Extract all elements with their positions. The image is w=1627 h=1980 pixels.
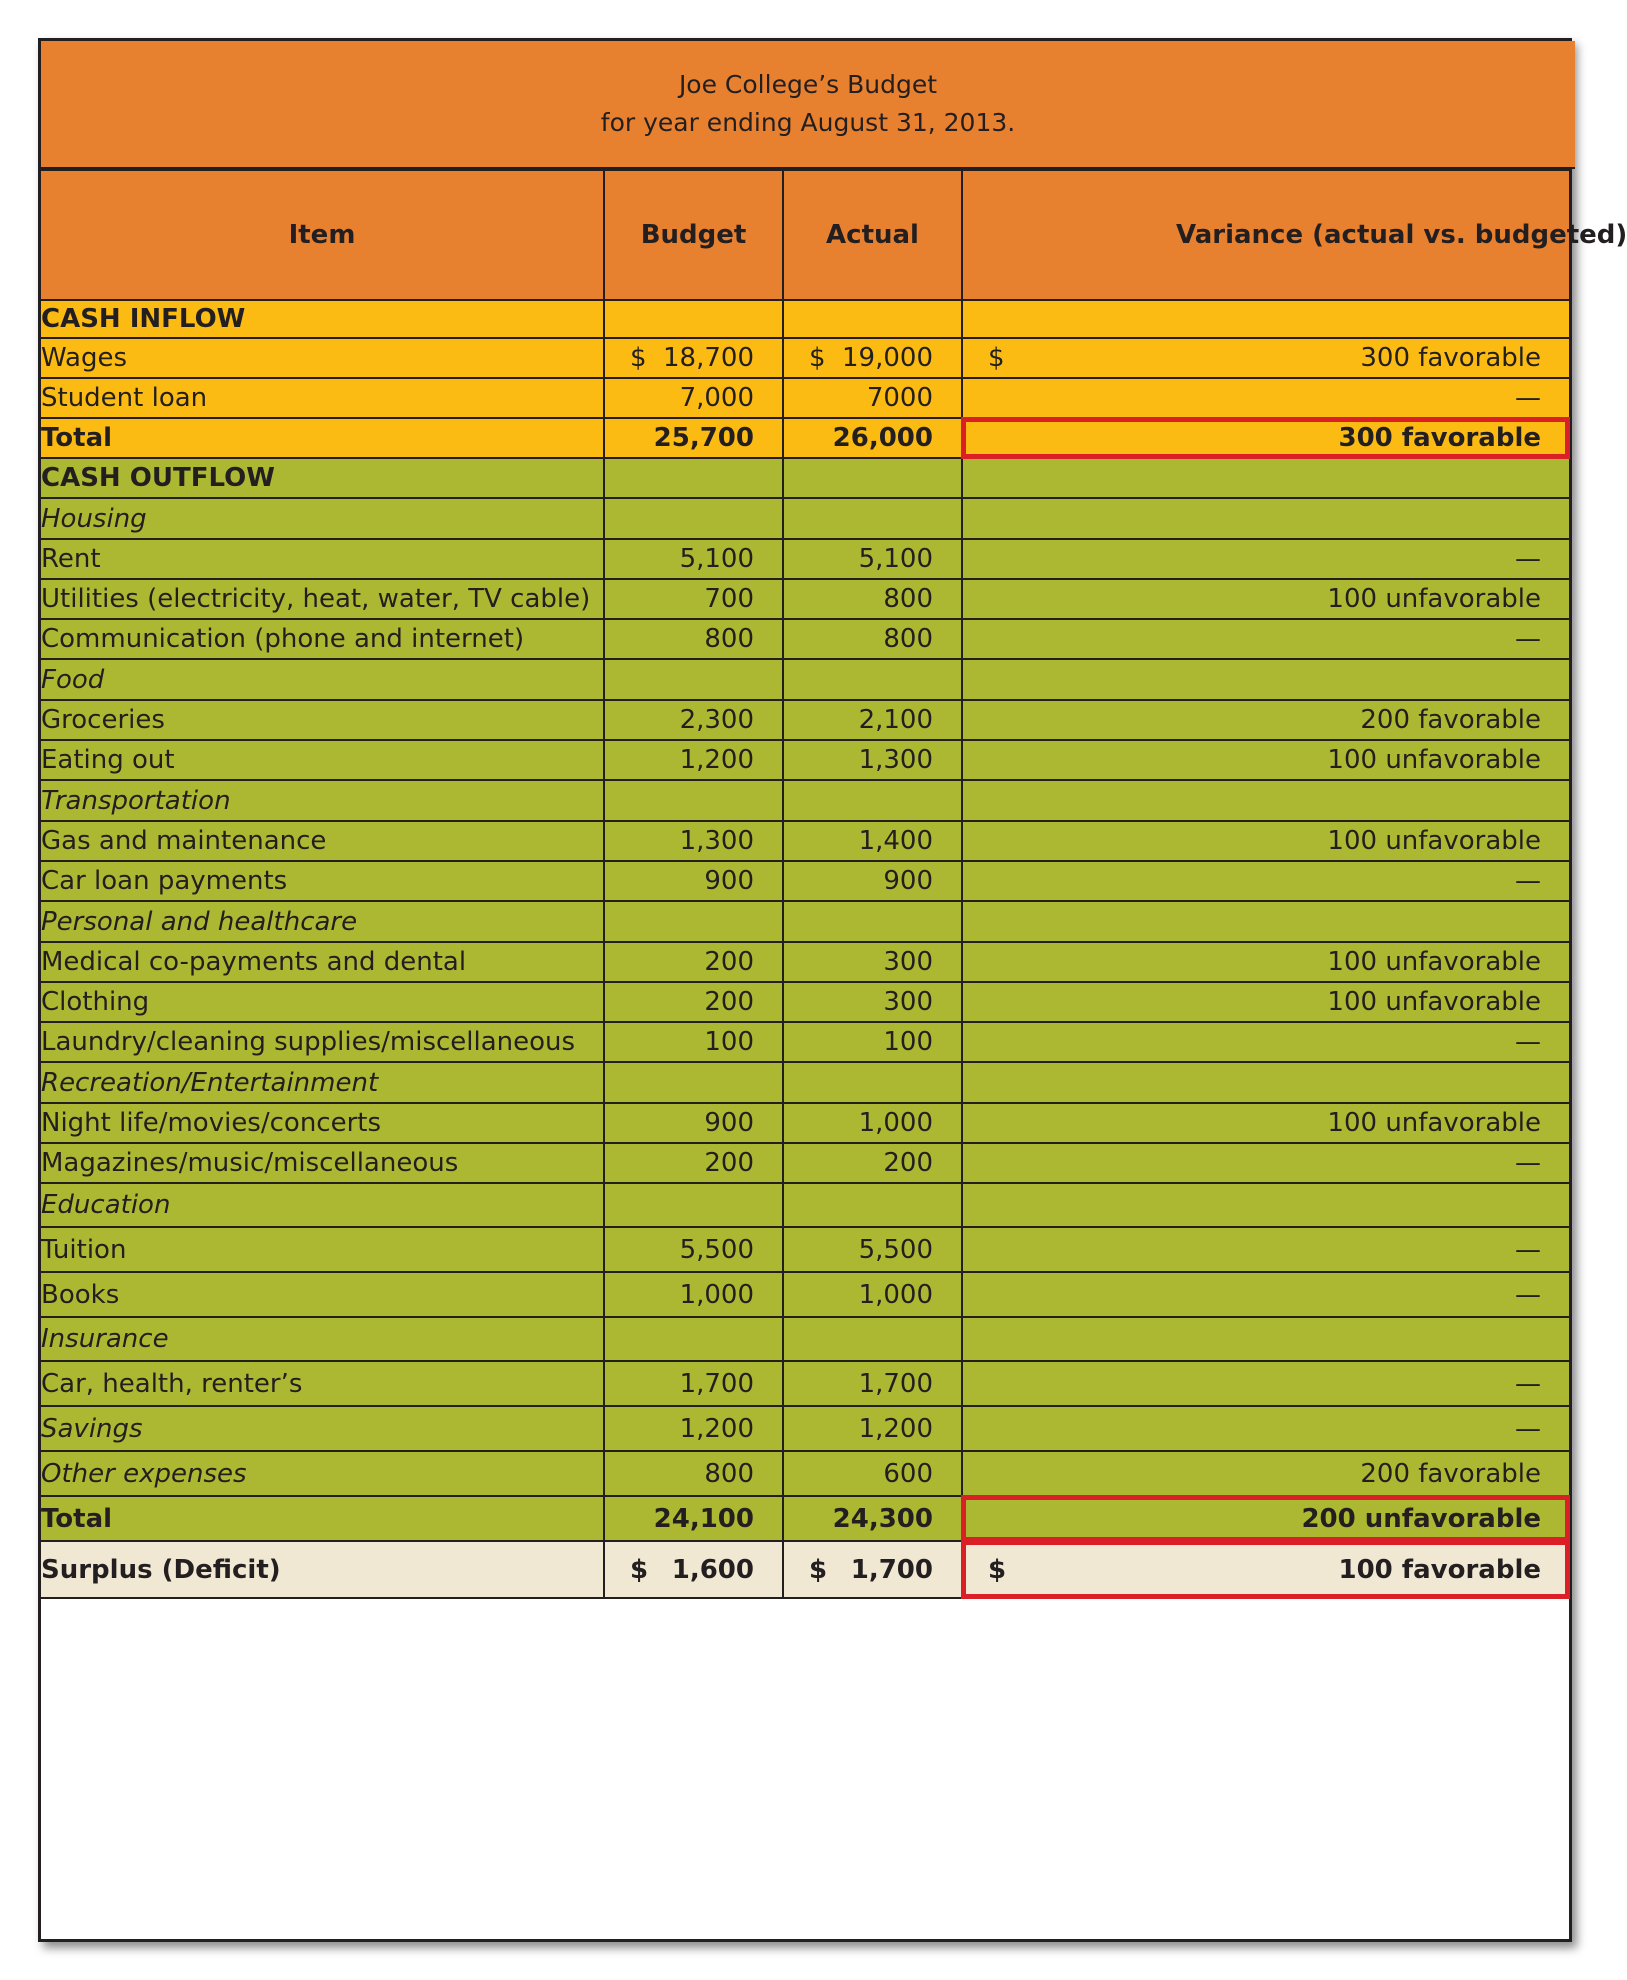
section-label-text: Recreation/Entertainment bbox=[41, 1067, 379, 1098]
budget-cell-text: 7,000 bbox=[679, 383, 754, 413]
budget-cell bbox=[604, 1496, 783, 1541]
item-label-text: Utilities (electricity, heat, water, TV cable) bbox=[41, 584, 591, 614]
category-row bbox=[41, 1062, 1569, 1103]
budget-cell bbox=[604, 619, 783, 659]
outflow-row bbox=[41, 700, 1569, 740]
outflow-row bbox=[41, 1272, 1569, 1317]
header-variance bbox=[962, 170, 1627, 300]
budget-cell bbox=[604, 378, 783, 418]
surplus-row bbox=[41, 1541, 1569, 1598]
actual-cell bbox=[783, 619, 962, 659]
item-label-text: Total bbox=[41, 423, 113, 453]
item-label bbox=[41, 861, 604, 901]
item-label bbox=[41, 821, 604, 861]
header-row bbox=[41, 170, 1569, 300]
item-label-text: Total bbox=[41, 1503, 113, 1534]
variance-cell bbox=[962, 539, 1569, 579]
header-item: Item bbox=[41, 170, 604, 300]
variance-cell bbox=[962, 1103, 1569, 1143]
budget-cell bbox=[604, 338, 783, 378]
outflow-row bbox=[41, 861, 1569, 901]
actual-cell-text: 100 bbox=[883, 1027, 933, 1057]
item-label-text: Surplus (Deficit) bbox=[41, 1554, 281, 1585]
outflow-row bbox=[41, 1103, 1569, 1143]
inflow-row bbox=[41, 378, 1569, 418]
section-label-text: Education bbox=[41, 1190, 171, 1220]
variance-cell bbox=[962, 619, 1569, 659]
budget-cell-text: 25,700 bbox=[653, 423, 754, 453]
actual-cell bbox=[783, 861, 962, 901]
actual-cell bbox=[783, 740, 962, 780]
variance-cell bbox=[962, 1451, 1569, 1496]
variance-cell-text: 100 unfavorable bbox=[1327, 745, 1541, 775]
variance-cell-text: — bbox=[1515, 1148, 1541, 1178]
variance-cell-text: — bbox=[1515, 1234, 1541, 1265]
budget-table bbox=[41, 169, 1627, 1599]
title-line-1: Joe College’s Budget bbox=[678, 70, 938, 99]
outflow-row bbox=[41, 1361, 1569, 1406]
budget-table-frame bbox=[38, 38, 1627, 1942]
variance-cell-text: — bbox=[1515, 1413, 1541, 1444]
variance-cell bbox=[962, 821, 1569, 861]
item-label bbox=[41, 378, 604, 418]
budget-cell bbox=[604, 700, 783, 740]
item-label bbox=[41, 1451, 604, 1496]
actual-cell bbox=[783, 1361, 962, 1406]
budget-cell-text: 1,200 bbox=[679, 1413, 754, 1444]
section-label bbox=[41, 1183, 604, 1227]
category-row bbox=[41, 1183, 1569, 1227]
empty-cell bbox=[604, 458, 783, 498]
section-label bbox=[41, 300, 604, 338]
budget-cell-text: 18,700 bbox=[663, 343, 754, 373]
variance-cell-text: 200 favorable bbox=[1360, 705, 1541, 735]
inflow-section-row bbox=[41, 300, 1569, 338]
budget-cell bbox=[604, 539, 783, 579]
variance-cell bbox=[962, 418, 1569, 458]
actual-cell-text: 7000 bbox=[866, 383, 933, 413]
section-label-text: Housing bbox=[41, 503, 147, 534]
section-label-text: CASH INFLOW bbox=[41, 304, 246, 334]
budget-cell bbox=[604, 1227, 783, 1272]
section-label-text: Food bbox=[41, 664, 105, 695]
section-label bbox=[41, 901, 604, 942]
budget-cell bbox=[604, 1272, 783, 1317]
variance-cell bbox=[962, 982, 1569, 1022]
outflow-row bbox=[41, 942, 1569, 982]
item-label-text: Car, health, renter’s bbox=[41, 1368, 303, 1399]
inflow-total-row bbox=[41, 418, 1569, 458]
variance-cell-text: — bbox=[1515, 1279, 1541, 1310]
empty-cell bbox=[604, 1062, 783, 1103]
budget-cell bbox=[604, 418, 783, 458]
item-label bbox=[41, 1406, 604, 1451]
actual-cell-text: 1,200 bbox=[858, 1413, 933, 1444]
item-label-text: Wages bbox=[41, 343, 128, 373]
category-row bbox=[41, 780, 1569, 821]
budget-cell-text: 1,700 bbox=[679, 1368, 754, 1399]
budget-cell bbox=[604, 1541, 783, 1598]
budget-cell bbox=[604, 1022, 783, 1062]
item-label-text: Student loan bbox=[41, 383, 208, 413]
actual-cell-text: 900 bbox=[883, 866, 933, 896]
budget-cell-text: 200 bbox=[704, 1148, 754, 1178]
category-row bbox=[41, 901, 1569, 942]
empty-cell bbox=[604, 901, 783, 942]
item-label-text: Eating out bbox=[41, 745, 175, 775]
actual-cell bbox=[783, 338, 962, 378]
budget-cell-text: 900 bbox=[704, 1108, 754, 1138]
item-label-text: Rent bbox=[41, 544, 101, 574]
variance-cell-text: — bbox=[1515, 1027, 1541, 1057]
empty-cell bbox=[604, 300, 783, 338]
empty-cell bbox=[783, 498, 962, 539]
item-label bbox=[41, 1022, 604, 1062]
actual-cell bbox=[783, 942, 962, 982]
section-label-text: Transportation bbox=[41, 785, 231, 816]
empty-cell bbox=[604, 659, 783, 700]
item-label bbox=[41, 1541, 604, 1598]
variance-cell-text: 300 favorable bbox=[1360, 343, 1541, 373]
empty-cell bbox=[783, 659, 962, 700]
section-label bbox=[41, 498, 604, 539]
actual-cell-text: 600 bbox=[883, 1458, 933, 1489]
empty-cell bbox=[962, 901, 1569, 942]
variance-cell-text: 200 favorable bbox=[1360, 1458, 1541, 1489]
budget-cell bbox=[604, 821, 783, 861]
item-label-text: Savings bbox=[41, 1413, 143, 1444]
outflow-category-row bbox=[41, 1406, 1569, 1451]
budget-cell bbox=[604, 1451, 783, 1496]
item-label bbox=[41, 418, 604, 458]
actual-cell bbox=[783, 1406, 962, 1451]
actual-cell bbox=[783, 1496, 962, 1541]
budget-cell-text: 1,300 bbox=[679, 826, 754, 856]
actual-cell bbox=[783, 378, 962, 418]
outflow-row bbox=[41, 740, 1569, 780]
item-label bbox=[41, 579, 604, 619]
variance-cell bbox=[962, 942, 1569, 982]
section-label-text: CASH OUTFLOW bbox=[41, 463, 275, 493]
table-title bbox=[41, 41, 1575, 169]
actual-cell bbox=[783, 1143, 962, 1183]
header-actual: Actual bbox=[783, 170, 962, 300]
outflow-row bbox=[41, 821, 1569, 861]
category-row bbox=[41, 659, 1569, 700]
actual-cell bbox=[783, 1272, 962, 1317]
empty-cell bbox=[604, 1317, 783, 1361]
actual-cell bbox=[783, 539, 962, 579]
category-row bbox=[41, 1317, 1569, 1361]
section-label-text: Insurance bbox=[41, 1324, 169, 1354]
item-label-text: Laundry/cleaning supplies/miscellaneous bbox=[41, 1027, 576, 1057]
budget-cell bbox=[604, 579, 783, 619]
actual-cell-text: 1,400 bbox=[858, 826, 933, 856]
empty-cell bbox=[783, 300, 962, 338]
variance-cell-text: — bbox=[1515, 624, 1541, 654]
actual-cell-text: 800 bbox=[883, 584, 933, 614]
variance-cell bbox=[962, 1541, 1569, 1598]
variance-cell bbox=[962, 1022, 1569, 1062]
empty-cell bbox=[962, 1062, 1569, 1103]
budget-cell bbox=[604, 942, 783, 982]
empty-cell bbox=[962, 300, 1569, 338]
item-label bbox=[41, 1227, 604, 1272]
variance-cell bbox=[962, 1361, 1569, 1406]
actual-cell bbox=[783, 700, 962, 740]
actual-cell bbox=[783, 1451, 962, 1496]
outflow-row bbox=[41, 579, 1569, 619]
item-label-text: Night life/movies/concerts bbox=[41, 1108, 382, 1138]
variance-cell-text: — bbox=[1515, 866, 1541, 896]
empty-cell bbox=[962, 780, 1569, 821]
dollar-sign: $ bbox=[630, 343, 647, 373]
actual-cell bbox=[783, 418, 962, 458]
section-label bbox=[41, 780, 604, 821]
outflow-row bbox=[41, 1227, 1569, 1272]
empty-cell bbox=[962, 1317, 1569, 1361]
variance-cell-text: 100 favorable bbox=[1338, 1554, 1541, 1585]
outflow-section-row bbox=[41, 458, 1569, 498]
outflow-category-row bbox=[41, 1451, 1569, 1496]
outflow-total-row bbox=[41, 1496, 1569, 1541]
budget-cell-text: 2,300 bbox=[679, 705, 754, 735]
variance-cell-text: — bbox=[1515, 383, 1541, 413]
variance-cell bbox=[962, 378, 1569, 418]
variance-cell bbox=[962, 1272, 1569, 1317]
actual-cell-text: 2,100 bbox=[858, 705, 933, 735]
header-budget: Budget bbox=[604, 170, 783, 300]
budget-cell-text: 1,200 bbox=[679, 745, 754, 775]
item-label bbox=[41, 700, 604, 740]
item-label-text: Clothing bbox=[41, 987, 150, 1017]
section-label-text: Personal and healthcare bbox=[41, 906, 358, 937]
item-label bbox=[41, 1496, 604, 1541]
variance-cell-text: — bbox=[1515, 1368, 1541, 1399]
item-label-text: Other expenses bbox=[41, 1458, 247, 1489]
empty-cell bbox=[604, 780, 783, 821]
item-label bbox=[41, 1143, 604, 1183]
actual-cell bbox=[783, 1103, 962, 1143]
variance-cell-text: 300 favorable bbox=[1338, 423, 1541, 453]
dollar-sign: $ bbox=[988, 1554, 1007, 1585]
empty-cell bbox=[962, 1183, 1569, 1227]
item-label-text: Gas and maintenance bbox=[41, 826, 327, 856]
variance-cell-text: 100 unfavorable bbox=[1327, 584, 1541, 614]
item-label bbox=[41, 942, 604, 982]
dollar-sign: $ bbox=[809, 1554, 828, 1585]
item-label bbox=[41, 1103, 604, 1143]
actual-cell-text: 19,000 bbox=[842, 343, 933, 373]
item-label bbox=[41, 740, 604, 780]
actual-cell-text: 26,000 bbox=[832, 423, 933, 453]
empty-cell bbox=[604, 1183, 783, 1227]
dollar-sign: $ bbox=[809, 343, 826, 373]
actual-cell-text: 300 bbox=[883, 947, 933, 977]
outflow-row bbox=[41, 1022, 1569, 1062]
empty-cell bbox=[962, 498, 1569, 539]
empty-cell bbox=[783, 1317, 962, 1361]
item-label bbox=[41, 338, 604, 378]
outflow-row bbox=[41, 619, 1569, 659]
variance-cell bbox=[962, 861, 1569, 901]
actual-cell-text: 1,000 bbox=[858, 1279, 933, 1310]
section-label bbox=[41, 659, 604, 700]
budget-cell-text: 800 bbox=[704, 1458, 754, 1489]
budget-cell-text: 800 bbox=[704, 624, 754, 654]
actual-cell-text: 300 bbox=[883, 987, 933, 1017]
header-variance-label: Variance (actual vs. budgeted) bbox=[1176, 220, 1627, 250]
item-label-text: Groceries bbox=[41, 705, 165, 735]
variance-cell-text: 100 unfavorable bbox=[1327, 947, 1541, 977]
title-line-2: for year ending August 31, 2013. bbox=[600, 108, 1016, 137]
actual-cell-text: 1,300 bbox=[858, 745, 933, 775]
dollar-sign: $ bbox=[630, 1554, 649, 1585]
empty-cell bbox=[962, 659, 1569, 700]
item-label bbox=[41, 619, 604, 659]
budget-cell-text: 200 bbox=[704, 987, 754, 1017]
variance-cell bbox=[962, 579, 1569, 619]
budget-cell-text: 24,100 bbox=[653, 1503, 754, 1534]
budget-cell bbox=[604, 1143, 783, 1183]
outflow-row bbox=[41, 1143, 1569, 1183]
budget-cell bbox=[604, 982, 783, 1022]
budget-cell bbox=[604, 1103, 783, 1143]
budget-cell bbox=[604, 1361, 783, 1406]
empty-cell bbox=[962, 458, 1569, 498]
actual-cell bbox=[783, 1022, 962, 1062]
dollar-sign: $ bbox=[988, 343, 1005, 373]
section-label bbox=[41, 458, 604, 498]
budget-cell-text: 1,600 bbox=[671, 1554, 754, 1585]
actual-cell-text: 200 bbox=[883, 1148, 933, 1178]
actual-cell bbox=[783, 1541, 962, 1598]
empty-cell bbox=[783, 780, 962, 821]
variance-cell bbox=[962, 700, 1569, 740]
budget-cell-text: 100 bbox=[704, 1027, 754, 1057]
budget-cell-text: 5,100 bbox=[679, 544, 754, 574]
actual-cell-text: 800 bbox=[883, 624, 933, 654]
budget-cell-text: 900 bbox=[704, 866, 754, 896]
inflow-row bbox=[41, 338, 1569, 378]
outflow-row bbox=[41, 539, 1569, 579]
item-label bbox=[41, 982, 604, 1022]
budget-cell-text: 700 bbox=[704, 584, 754, 614]
variance-cell bbox=[962, 1406, 1569, 1451]
budget-cell-text: 200 bbox=[704, 947, 754, 977]
item-label-text: Communication (phone and internet) bbox=[41, 624, 525, 654]
category-row bbox=[41, 498, 1569, 539]
budget-cell-text: 1,000 bbox=[679, 1279, 754, 1310]
item-label-text: Magazines/music/miscellaneous bbox=[41, 1148, 459, 1178]
actual-cell bbox=[783, 1227, 962, 1272]
section-label bbox=[41, 1062, 604, 1103]
actual-cell-text: 5,100 bbox=[858, 544, 933, 574]
empty-cell bbox=[783, 1062, 962, 1103]
budget-cell bbox=[604, 1406, 783, 1451]
outflow-row bbox=[41, 982, 1569, 1022]
variance-cell-text: — bbox=[1515, 544, 1541, 574]
item-label bbox=[41, 1361, 604, 1406]
item-label-text: Medical co-payments and dental bbox=[41, 947, 467, 977]
budget-cell bbox=[604, 740, 783, 780]
actual-cell bbox=[783, 821, 962, 861]
actual-cell bbox=[783, 982, 962, 1022]
item-label-text: Tuition bbox=[41, 1234, 127, 1265]
variance-cell-text: 100 unfavorable bbox=[1327, 987, 1541, 1017]
actual-cell-text: 1,700 bbox=[850, 1554, 933, 1585]
item-label bbox=[41, 1272, 604, 1317]
variance-cell bbox=[962, 1496, 1569, 1541]
section-label bbox=[41, 1317, 604, 1361]
actual-cell-text: 24,300 bbox=[832, 1503, 933, 1534]
variance-cell bbox=[962, 740, 1569, 780]
variance-cell bbox=[962, 338, 1569, 378]
empty-cell bbox=[783, 458, 962, 498]
item-label-text: Books bbox=[41, 1279, 120, 1310]
item-label-text: Car loan payments bbox=[41, 866, 288, 896]
variance-cell bbox=[962, 1227, 1569, 1272]
variance-cell bbox=[962, 1143, 1569, 1183]
actual-cell-text: 5,500 bbox=[858, 1234, 933, 1265]
variance-cell-text: 100 unfavorable bbox=[1327, 1108, 1541, 1138]
item-label bbox=[41, 539, 604, 579]
actual-cell-text: 1,700 bbox=[858, 1368, 933, 1399]
variance-cell-text: 100 unfavorable bbox=[1327, 826, 1541, 856]
empty-cell bbox=[783, 1183, 962, 1227]
budget-cell-text: 5,500 bbox=[679, 1234, 754, 1265]
empty-cell bbox=[604, 498, 783, 539]
empty-cell bbox=[783, 901, 962, 942]
actual-cell-text: 1,000 bbox=[858, 1108, 933, 1138]
budget-cell bbox=[604, 861, 783, 901]
actual-cell bbox=[783, 579, 962, 619]
variance-cell-text: 200 unfavorable bbox=[1301, 1503, 1541, 1534]
